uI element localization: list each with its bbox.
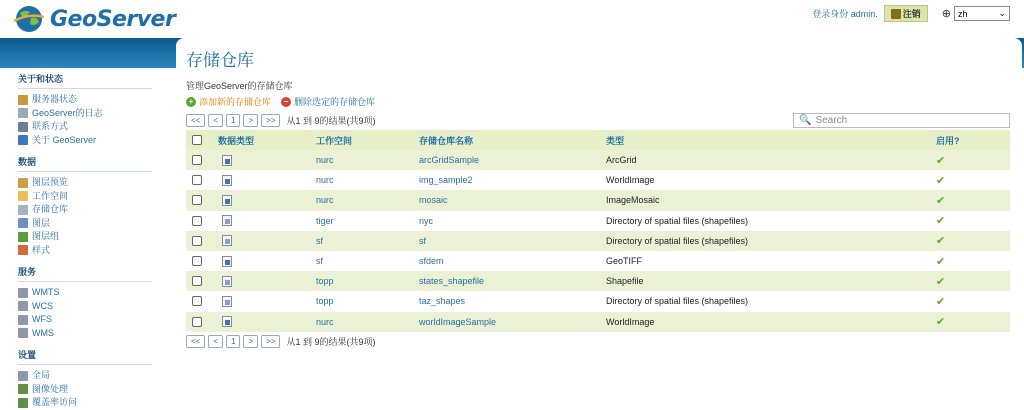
nav-section-title: 服务 (18, 265, 152, 282)
workspace-link[interactable]: sf (316, 256, 324, 267)
style-icon (18, 245, 28, 255)
column-header-enabled[interactable]: 启用? (936, 135, 960, 146)
check-icon: ✔ (936, 316, 946, 329)
sidebar-item-label: 存储仓库 (32, 204, 69, 214)
last-page-button[interactable]: >> (261, 114, 280, 127)
sidebar-item-label: 服务器状态 (32, 94, 78, 104)
add-icon: + (186, 97, 196, 107)
language-value: zh (958, 8, 968, 19)
row-checkbox[interactable] (192, 256, 202, 266)
sidebar-item[interactable] (18, 244, 152, 258)
table-row (186, 190, 1010, 210)
row-checkbox[interactable] (192, 276, 202, 286)
sidebar-item[interactable] (18, 369, 152, 383)
workspace-icon (18, 191, 28, 201)
row-checkbox[interactable] (192, 216, 202, 226)
sidebar-item[interactable] (18, 93, 152, 107)
add-store-label: 添加新的存储仓库 (199, 97, 272, 107)
wmts-icon (18, 288, 28, 298)
sidebar-item[interactable] (18, 313, 152, 327)
table-row (186, 211, 1010, 231)
search-icon: 🔍 (799, 115, 812, 126)
store-name-link[interactable]: states_shapefile (419, 276, 485, 287)
sidebar-item[interactable] (18, 230, 152, 244)
vector-store-icon (222, 276, 232, 287)
raster-store-icon (222, 155, 232, 166)
pager-info: 从1 到 9的结果(共9项) (286, 337, 376, 347)
coverage-access-icon (18, 398, 28, 408)
nav-section (18, 155, 152, 257)
store-kind: WorldImage (606, 316, 655, 327)
nav-section (18, 265, 152, 340)
store-name-link[interactable]: sfdem (419, 256, 444, 267)
sidebar-item-label: 图层预览 (32, 177, 69, 187)
nav-section (18, 348, 152, 410)
login-status: 登录身份 admin. (812, 9, 878, 19)
sidebar-item-label: 图层 (32, 217, 51, 228)
sidebar-item-label: WCS (32, 300, 53, 311)
vector-store-icon (222, 235, 232, 246)
geoserver-logo[interactable] (12, 4, 175, 34)
sidebar-item[interactable] (18, 286, 152, 300)
workspace-link[interactable]: sf (316, 235, 324, 246)
last-page-button[interactable]: >> (261, 335, 280, 348)
store-kind: Directory of spatial files (shapefiles) (606, 296, 749, 307)
store-kind: Directory of spatial files (shapefiles) (606, 215, 749, 226)
layer-preview-icon (18, 178, 28, 188)
vector-store-icon (222, 296, 232, 307)
row-checkbox[interactable] (192, 317, 202, 327)
check-icon: ✔ (936, 215, 946, 228)
check-icon: ✔ (936, 295, 946, 308)
raster-store-icon (222, 316, 232, 327)
raster-store-icon (222, 195, 232, 206)
workspace-link[interactable]: tiger (316, 215, 334, 226)
store-name-link[interactable]: arcGridSample (419, 155, 480, 166)
sidebar-item-label: WMS (32, 327, 54, 338)
sidebar-item[interactable] (18, 396, 152, 410)
table-header (186, 130, 1010, 150)
search-placeholder: Search (815, 115, 848, 126)
workspace-link[interactable]: nurc (316, 155, 334, 166)
row-checkbox[interactable] (192, 236, 202, 246)
add-store-link[interactable] (186, 95, 271, 108)
logout-button[interactable] (884, 5, 928, 22)
page-description: 管理GeoServer的存储仓库 (186, 81, 293, 91)
store-kind: Directory of spatial files (shapefiles) (606, 235, 749, 246)
pager-info: 从1 到 9的结果(共9项) (286, 116, 376, 126)
pager-top (186, 113, 376, 128)
column-header-kind[interactable]: 类型 (606, 135, 625, 146)
sidebar-item[interactable] (18, 217, 152, 231)
store-name-link[interactable]: nyc (419, 215, 434, 226)
page-1-button[interactable]: 1 (226, 114, 240, 127)
server-status-icon (18, 95, 28, 105)
row-checkbox[interactable] (192, 155, 202, 165)
prev-page-button[interactable]: < (208, 114, 223, 127)
sidebar-item[interactable] (18, 203, 152, 217)
wfs-icon (18, 315, 28, 325)
page-title: 存储仓库 (186, 51, 254, 70)
main-content (176, 38, 1022, 404)
check-icon: ✔ (936, 275, 946, 288)
page-1-button[interactable]: 1 (226, 335, 240, 348)
sidebar-item[interactable] (18, 190, 152, 204)
table-row (186, 231, 1010, 251)
store-kind: ImageMosaic (606, 195, 660, 206)
sidebar-item-label: 工作空间 (32, 190, 69, 201)
sidebar-item-label: WFS (32, 314, 52, 324)
sidebar-item-label: 全局 (32, 370, 51, 380)
remove-icon: − (281, 97, 291, 107)
store-name-link[interactable]: mosaic (419, 195, 448, 206)
table-row (186, 312, 1010, 332)
user-bar (812, 5, 1010, 22)
global-icon (18, 371, 28, 381)
next-page-button[interactable]: > (243, 335, 258, 348)
language-select[interactable] (954, 6, 1010, 21)
about-icon (18, 135, 28, 145)
sidebar-item[interactable] (18, 134, 152, 148)
wcs-icon (18, 301, 28, 311)
contact-icon (18, 122, 28, 132)
globe-icon: ⊕ (941, 8, 951, 20)
store-kind: ArcGrid (606, 155, 637, 166)
store-icon (18, 205, 28, 215)
sidebar-item-label: 联系方式 (32, 121, 69, 131)
store-kind: Shapefile (606, 276, 644, 287)
sidebar-item[interactable] (18, 327, 152, 341)
nav-section-title: 设置 (18, 348, 152, 365)
prev-page-button[interactable]: < (208, 335, 223, 348)
sidebar-item-label: 覆盖率访问 (32, 397, 78, 407)
layer-icon (18, 218, 28, 228)
check-icon: ✔ (936, 194, 946, 207)
sidebar-item[interactable] (18, 300, 152, 314)
store-name-link[interactable]: worldImageSample (419, 316, 497, 327)
table-row (186, 150, 1010, 170)
sidebar-item-label: 图层组 (32, 231, 60, 241)
table-row (186, 291, 1010, 311)
first-page-button[interactable]: << (186, 335, 205, 348)
logo-text: GeoServer (50, 6, 176, 32)
language-picker (942, 6, 1010, 21)
remove-store-link[interactable] (281, 95, 375, 108)
table-body (186, 150, 1010, 332)
wms-icon (18, 328, 28, 338)
column-header-workspace[interactable]: 工作空间 (316, 135, 353, 146)
first-page-button[interactable]: << (186, 114, 205, 127)
store-kind: WorldImage (606, 175, 655, 186)
workspace-link[interactable]: topp (316, 296, 334, 307)
row-checkbox[interactable] (192, 296, 202, 306)
sidebar-item[interactable] (18, 120, 152, 134)
sidebar-item-label: GeoServer的日志 (32, 107, 103, 118)
workspace-link[interactable]: topp (316, 276, 334, 287)
workspace-link[interactable]: nurc (316, 195, 334, 206)
nav-section (18, 72, 152, 147)
sidebar-item[interactable] (18, 107, 152, 121)
workspace-link[interactable]: nurc (316, 175, 334, 186)
check-icon: ✔ (936, 154, 946, 167)
workspace-link[interactable]: nurc (316, 316, 334, 327)
logout-label: 注销 (902, 9, 921, 19)
sidebar-item[interactable] (18, 383, 152, 397)
raster-store-icon (222, 175, 232, 186)
column-header-type[interactable]: 数据类型 (218, 135, 255, 146)
logout-icon (891, 9, 901, 19)
store-kind: GeoTIFF (606, 256, 643, 267)
sidebar-item-label: 关于 GeoServer (32, 134, 97, 145)
pager-bottom (186, 334, 376, 349)
sidebar-item-label: WMTS (32, 287, 60, 297)
store-name-link[interactable]: taz_shapes (419, 296, 466, 307)
sidebar-item-label: 样式 (32, 244, 51, 255)
check-icon: ✔ (936, 235, 946, 248)
globe-logo-icon (12, 4, 46, 34)
search-input[interactable] (793, 113, 1010, 128)
sidebar-item[interactable] (18, 176, 152, 190)
nav-section-title: 数据 (18, 155, 152, 172)
stores-table (186, 130, 1010, 332)
check-icon: ✔ (936, 255, 946, 268)
row-checkbox[interactable] (192, 195, 202, 205)
remove-store-label: 删除选定的存储仓库 (294, 97, 376, 107)
table-row (186, 251, 1010, 271)
store-name-link[interactable]: sf (419, 235, 427, 246)
nav-section-title: 关于和状态 (18, 72, 152, 89)
table-row (186, 271, 1010, 291)
actions-bar (186, 95, 1012, 108)
chevron-down-icon: ⌄ (998, 8, 1006, 18)
sidebar (0, 68, 170, 407)
raster-store-icon (222, 256, 232, 267)
column-header-store-name[interactable]: 存储仓库名称 (419, 135, 474, 146)
table-row (186, 170, 1010, 190)
select-all-checkbox[interactable] (192, 135, 202, 145)
log-icon (18, 108, 28, 118)
sidebar-item-label: 图像处理 (32, 383, 69, 394)
layer-group-icon (18, 232, 28, 242)
check-icon: ✔ (936, 174, 946, 187)
next-page-button[interactable]: > (243, 114, 258, 127)
row-checkbox[interactable] (192, 175, 202, 185)
image-processing-icon (18, 384, 28, 394)
header (0, 0, 1024, 38)
store-name-link[interactable]: img_sample2 (419, 175, 473, 186)
vector-store-icon (222, 215, 232, 226)
